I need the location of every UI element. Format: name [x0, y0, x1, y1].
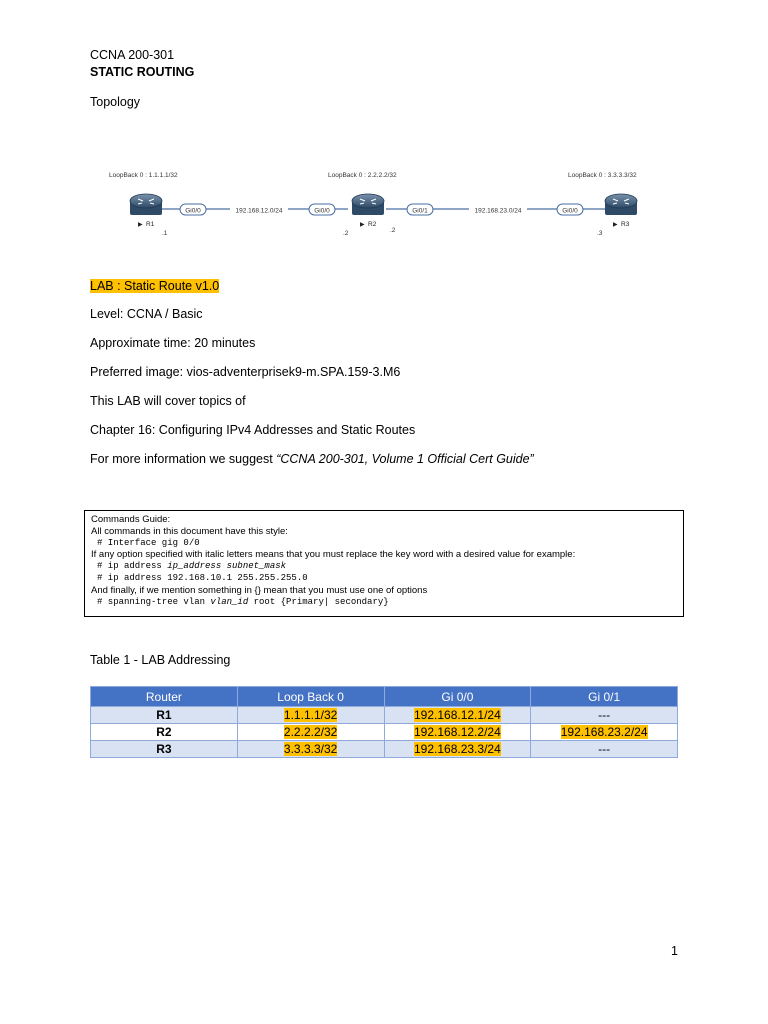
course-code: CCNA 200-301	[90, 48, 175, 62]
r1-name-marker: ▶	[138, 222, 143, 228]
table-header-row	[91, 687, 678, 707]
router-cell: R2	[91, 724, 238, 741]
router-r1-icon	[130, 194, 162, 215]
commands-guide-box	[84, 510, 684, 617]
lab-time: Approximate time: 20 minutes	[90, 336, 256, 350]
router-r2-icon	[352, 194, 384, 215]
lab-chapter: Chapter 16: Configuring IPv4 Addresses and Static Routes	[90, 423, 416, 437]
table-row	[91, 724, 678, 741]
cell-value: 2.2.2.2/32	[283, 725, 338, 739]
column-header: Gi 0/0	[384, 687, 531, 707]
addressing-table	[90, 686, 678, 758]
table-cell	[237, 741, 384, 758]
book-title: “CCNA 200-301, Volume 1 Official Cert Guide”	[276, 452, 534, 466]
r1-loopback-label: LoopBack 0 : 1.1.1.1/32	[109, 172, 178, 179]
topology-heading: Topology	[90, 95, 141, 109]
table-cell	[384, 741, 531, 758]
r3-loopback-label: LoopBack 0 : 3.3.3.3/32	[568, 172, 637, 179]
cell-value: 192.168.23.2/24	[560, 725, 648, 739]
table-caption: Table 1 - LAB Addressing	[90, 653, 231, 667]
guide-line: Commands Guide:	[91, 514, 171, 525]
guide-command: # ip address 192.168.10.1 255.255.255.0	[97, 572, 308, 583]
r1-host-label: .1	[162, 230, 168, 237]
table-cell	[384, 724, 531, 741]
guide-command-placeholder: vlan_id	[210, 596, 249, 607]
lab-image: Preferred image: vios-adventerprisek9-m.SPA.159-3.M6	[90, 365, 401, 379]
lab-title: LAB : Static Route v1.0	[90, 279, 220, 293]
r3-name: R3	[621, 221, 630, 228]
page-number: 1	[671, 944, 678, 958]
guide-line: If any option specified with italic letters means that you must replace the key word with a desired value for example:	[91, 549, 576, 561]
column-header: Loop Back 0	[237, 687, 384, 707]
topology-diagram	[100, 165, 660, 245]
r2-loopback-label: LoopBack 0 : 2.2.2.2/32	[328, 172, 397, 179]
r3-gi00-label: Gi0/0	[562, 207, 578, 215]
cell-value: 192.168.23.3/24	[414, 742, 501, 756]
r1-gi00-label: Gi0/0	[185, 207, 201, 215]
network-23-label: 192.168.23.0/24	[474, 207, 522, 215]
network-12-label: 192.168.12.0/24	[235, 207, 283, 215]
lab-level: Level: CCNA / Basic	[90, 307, 203, 321]
table-cell: ---	[531, 741, 678, 758]
guide-line: And finally, if we mention something in {} mean that you must use one of options	[91, 584, 428, 596]
router-cell: R1	[91, 707, 238, 724]
r3-host-label: .3	[597, 230, 603, 237]
table-cell: ---	[531, 707, 678, 724]
r1-name: R1	[146, 221, 155, 228]
column-header: Router	[91, 687, 238, 707]
lab-more-info	[90, 452, 534, 466]
r2-gi00-label: Gi0/0	[314, 207, 330, 215]
guide-command: # Interface gig 0/0	[97, 537, 200, 548]
table-row	[91, 741, 678, 758]
table-row	[91, 707, 678, 724]
lab-cover: This LAB will cover topics of	[90, 394, 246, 408]
guide-command-placeholder: ip_address subnet_mask	[167, 561, 287, 572]
more-info-prefix: For more information we suggest	[90, 452, 277, 466]
cell-value: 192.168.12.2/24	[414, 725, 501, 739]
guide-command	[91, 561, 677, 573]
router-cell: R3	[91, 741, 238, 758]
r2-gi01-label: Gi0/1	[412, 207, 428, 215]
table-cell	[237, 707, 384, 724]
guide-command-text: # ip address	[97, 561, 168, 572]
table-cell	[237, 724, 384, 741]
cell-value: 3.3.3.3/32	[283, 742, 338, 756]
column-header: Gi 0/1	[531, 687, 678, 707]
guide-command	[91, 597, 677, 609]
r2-host-right-label: .2	[390, 227, 396, 234]
guide-line: All commands in this document have this style:	[91, 525, 288, 537]
r2-name: R2	[368, 221, 377, 228]
cell-value: 192.168.12.1/24	[414, 708, 501, 722]
table-cell	[384, 707, 531, 724]
router-r3-icon	[605, 194, 637, 215]
cell-value: 1.1.1.1/32	[283, 708, 338, 722]
table-cell	[531, 724, 678, 741]
guide-command-text: root {Primary| secondary}	[248, 596, 389, 607]
r2-host-left-label: .2	[343, 230, 349, 237]
guide-command-text: # spanning-tree vlan	[97, 596, 211, 607]
document-title: STATIC ROUTING	[90, 65, 195, 79]
r2-name-marker: ▶	[360, 222, 365, 228]
r3-name-marker: ▶	[613, 222, 618, 228]
